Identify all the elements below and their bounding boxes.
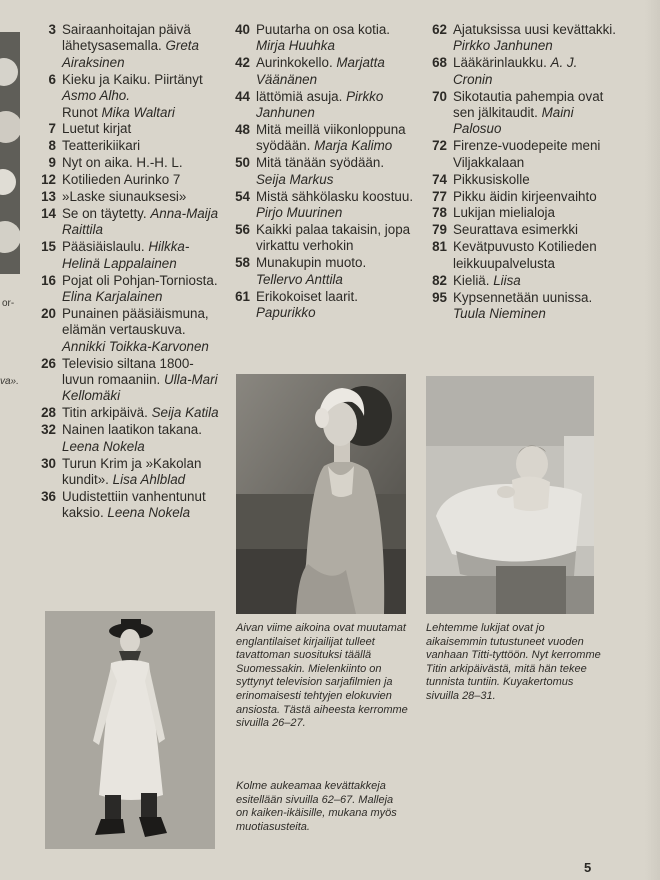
toc-entry[interactable] bbox=[429, 239, 619, 272]
entry-title: Firenze-vuodepeite meni Viljakkalaan bbox=[453, 138, 601, 170]
page-ref: 72 bbox=[432, 138, 447, 154]
entry-title: Punainen pääsiäismuna, elämän vertauskuva. bbox=[62, 305, 209, 338]
entry-author: Asmo Alho. bbox=[62, 88, 130, 104]
toc-entry[interactable] bbox=[38, 121, 220, 137]
page-ref: 3 bbox=[48, 22, 56, 37]
toc-entry[interactable] bbox=[429, 138, 619, 171]
toc-entry[interactable] bbox=[234, 122, 414, 155]
entry-author: Papurikko bbox=[256, 304, 316, 320]
page-ref: 36 bbox=[41, 488, 56, 504]
entry-author: Maini Palosuo bbox=[453, 105, 574, 137]
toc-entry[interactable] bbox=[234, 255, 414, 288]
toc-entry[interactable] bbox=[38, 489, 220, 522]
page-ref: 74 bbox=[432, 171, 447, 187]
entry-title: Nyt on aika. H.-H. L. bbox=[62, 155, 183, 171]
entry-title: Kieliä. bbox=[453, 272, 490, 288]
toc-entry[interactable] bbox=[429, 22, 619, 55]
entry-author: Seija Markus bbox=[256, 171, 334, 187]
edge-text-2: va». bbox=[0, 376, 19, 387]
entry-author: Marjatta Väänänen bbox=[256, 55, 385, 87]
toc-entry[interactable] bbox=[38, 189, 220, 205]
entry-author: Lisa Ahlblad bbox=[112, 471, 186, 487]
entry-author: Marja Kalimo bbox=[314, 138, 393, 154]
page-ref: 8 bbox=[48, 138, 56, 154]
toc-entry[interactable] bbox=[234, 89, 414, 122]
toc-entry[interactable] bbox=[38, 422, 220, 455]
entry-title-2: Runot bbox=[62, 104, 98, 120]
page-ref: 40 bbox=[235, 22, 250, 37]
entry-title: Luetut kirjat bbox=[62, 121, 132, 137]
toc-entry[interactable] bbox=[38, 138, 220, 154]
toc-entry[interactable] bbox=[38, 172, 220, 188]
entry-title: Erikokoiset laarit. bbox=[256, 288, 358, 304]
page-ref: 28 bbox=[41, 405, 56, 421]
entry-title: Pikkusiskolle bbox=[453, 171, 530, 187]
entry-title: Kotilieden Aurinko 7 bbox=[62, 172, 181, 188]
entry-author: Annikki Toikka-Karvonen bbox=[62, 338, 209, 354]
toc-entry[interactable] bbox=[38, 356, 220, 405]
entry-title: Puutarha on osa kotia. bbox=[256, 22, 390, 37]
entry-author: Hilkka-Helinä Lappalainen bbox=[62, 239, 190, 271]
entry-title: Seurattava esimerkki bbox=[453, 222, 579, 238]
page-ref: 54 bbox=[235, 188, 250, 204]
entry-author: Anna-Maija Raittila bbox=[62, 205, 219, 238]
page-ref: 81 bbox=[432, 239, 447, 255]
toc-entry[interactable] bbox=[234, 222, 414, 255]
page-ref: 13 bbox=[41, 189, 56, 205]
entry-title: Munakupin muoto. bbox=[256, 255, 367, 271]
entry-author: Elina Karjalainen bbox=[62, 289, 163, 304]
entry-author: Tuula Nieminen bbox=[453, 305, 546, 321]
page-number: 5 bbox=[584, 860, 592, 875]
page-ref: 15 bbox=[41, 239, 56, 255]
entry-author: Greta Airaksinen bbox=[62, 38, 199, 70]
entry-title: Kevätpuvusto Kotilieden leikkuupalvelusta bbox=[453, 239, 597, 271]
toc-column-2 bbox=[234, 22, 414, 322]
entry-title: Nainen laatikon takana. bbox=[62, 422, 202, 438]
entry-author: Liisa bbox=[493, 272, 521, 288]
page-ref: 77 bbox=[432, 188, 447, 204]
entry-author: Pirjo Muurinen bbox=[256, 204, 343, 220]
toc-column-1 bbox=[38, 22, 220, 522]
toc-entry[interactable] bbox=[38, 306, 220, 355]
page-ref: 82 bbox=[432, 272, 447, 288]
entry-title: Titin arkipäivä. bbox=[62, 405, 148, 421]
toc-entry[interactable] bbox=[38, 239, 220, 272]
entry-title: Sikotautia pahempia ovat sen jälkitaudit. bbox=[453, 88, 604, 121]
toc-entry[interactable] bbox=[38, 155, 220, 171]
toc-entry[interactable] bbox=[38, 273, 220, 306]
entry-title: Kypsennetään uunissa. bbox=[453, 289, 593, 305]
page-ref: 70 bbox=[432, 88, 447, 104]
page-ref: 79 bbox=[432, 222, 447, 238]
entry-title: Turun Krim ja »Kakolan kundit». bbox=[62, 455, 202, 487]
entry-title: Lukijan mielialoja bbox=[453, 205, 555, 221]
entry-author-2: Mika Waltari bbox=[101, 104, 175, 120]
actress-caption: Aivan viime aikoina ovat muutamat englantilaiset kirjailijat tulleet tavattoman suosituksi täällä Suomessakin. Mielenkiinto on syttynyt television sarjafilmien ja erinomaisesti tehtyjen elokuvien ansiosta. Tästä aiheesta kerromme sivuilla 26–27. bbox=[236, 622, 408, 730]
toc-entry[interactable] bbox=[38, 405, 220, 421]
coats-caption: Kolme aukeamaa kevättakkeja esitellään sivuilla 62–67. Malleja on kaiken-ikäisille, mukana myös muotiasusteita. bbox=[236, 780, 397, 833]
entry-author: Pirkko Janhunen bbox=[453, 38, 553, 54]
toc-entry[interactable] bbox=[429, 290, 619, 323]
left-edge-photo bbox=[0, 32, 20, 274]
toc-entry[interactable] bbox=[234, 289, 414, 322]
entry-title: Kieku ja Kaiku. Piirtänyt bbox=[62, 71, 203, 87]
entry-title: Mitä tänään syödään. bbox=[256, 155, 385, 171]
page-ref: 16 bbox=[41, 272, 56, 288]
baby-bath-photo bbox=[426, 376, 594, 614]
entry-title: Televisio siltana 1800-luvun romaaniin. bbox=[62, 355, 194, 388]
entry-title: Sairaanhoitajan päivä lähetysasemalla. bbox=[62, 22, 191, 54]
toc-entry[interactable] bbox=[429, 189, 619, 205]
entry-title: Lääkärinlaukku. bbox=[453, 55, 547, 71]
page-ref: 42 bbox=[235, 55, 250, 71]
toc-column-3 bbox=[429, 22, 619, 323]
page-ref: 48 bbox=[235, 121, 250, 137]
toc-entry[interactable] bbox=[234, 55, 414, 88]
page-ref: 20 bbox=[41, 305, 56, 321]
entry-author: Seija Katila bbox=[151, 405, 219, 421]
entry-author: Mirja Huuhka bbox=[256, 38, 335, 54]
page-ref: 26 bbox=[41, 355, 56, 371]
page-ref: 68 bbox=[432, 55, 447, 71]
entry-title: Teatterikiikari bbox=[62, 138, 141, 154]
entry-author: Leena Nokela bbox=[62, 438, 145, 454]
edge-text-1: or- bbox=[2, 298, 15, 309]
toc-entry[interactable] bbox=[38, 456, 220, 489]
coat-model-photo bbox=[45, 611, 215, 849]
entry-author: Tellervo Anttila bbox=[256, 271, 343, 287]
page-ref: 6 bbox=[48, 71, 56, 87]
entry-title: Mitä meillä viikonloppuna syödään. bbox=[256, 121, 406, 154]
toc-entry[interactable] bbox=[429, 205, 619, 221]
toc-entry[interactable] bbox=[234, 155, 414, 188]
page-ref: 95 bbox=[432, 289, 447, 305]
page-ref: 44 bbox=[235, 88, 250, 104]
baby-caption: Lehtemme lukijat ovat jo aikaisemmin tutustuneet vuoden vanhaan Titti-tyttöön. Nyt kerromme Titin arkipäivästä, mitä hän tekee tunnista tuntiin. Kuyakertomus sivuilla 28–31. bbox=[426, 622, 601, 702]
page-ref: 61 bbox=[235, 288, 250, 304]
toc-entry[interactable] bbox=[38, 206, 220, 239]
entry-author: Ulla-Mari Kellomäki bbox=[62, 372, 218, 404]
toc-entry[interactable] bbox=[429, 55, 619, 88]
page-ref: 14 bbox=[41, 205, 56, 221]
entry-title: lättömiä asuja. bbox=[256, 88, 343, 104]
entry-author: Pirkko Janhunen bbox=[256, 88, 384, 121]
page-ref: 7 bbox=[48, 121, 56, 137]
toc-entry[interactable] bbox=[429, 89, 619, 138]
entry-title: Kaikki palaa takaisin, jopa virkattu verhokin bbox=[256, 221, 411, 254]
page-ref: 62 bbox=[432, 22, 447, 37]
entry-title: Pääsiäislaulu. bbox=[62, 239, 145, 255]
entry-author: Leena Nokela bbox=[107, 505, 191, 521]
entry-title: Ajatuksissa uusi kevättakki. bbox=[453, 22, 616, 37]
entry-title: Pojat oli Pohjan-Torniosta. bbox=[62, 272, 218, 288]
toc-entry[interactable] bbox=[429, 273, 619, 289]
toc-entry[interactable] bbox=[38, 22, 220, 71]
page-ref: 32 bbox=[41, 422, 56, 438]
entry-title: Se on täytetty. bbox=[62, 205, 147, 221]
entry-title: Pikku äidin kirjeenvaihto bbox=[453, 188, 597, 204]
page-ref: 12 bbox=[41, 172, 56, 188]
page-ref: 56 bbox=[235, 221, 250, 237]
toc-entry[interactable] bbox=[429, 172, 619, 188]
page-ref: 58 bbox=[235, 255, 250, 271]
entry-title: Uudistettiin vanhentunut kaksio. bbox=[62, 488, 206, 521]
toc-entry[interactable] bbox=[234, 189, 414, 222]
page-ref: 78 bbox=[432, 205, 447, 221]
actress-photo bbox=[236, 374, 406, 614]
toc-entry[interactable] bbox=[429, 222, 619, 238]
page-ref: 9 bbox=[48, 155, 56, 171]
entry-author: A. J. Cronin bbox=[453, 55, 578, 87]
toc-entry[interactable] bbox=[234, 22, 414, 55]
entry-title: Mistä sähkölasku koostuu. bbox=[256, 188, 414, 204]
toc-entry[interactable] bbox=[38, 72, 220, 121]
page-ref: 50 bbox=[235, 155, 250, 171]
entry-title: »Laske siunauksesi» bbox=[62, 189, 187, 205]
page-ref: 30 bbox=[41, 455, 56, 471]
page-edge bbox=[645, 0, 660, 880]
entry-title: Aurinkokello. bbox=[256, 55, 333, 71]
